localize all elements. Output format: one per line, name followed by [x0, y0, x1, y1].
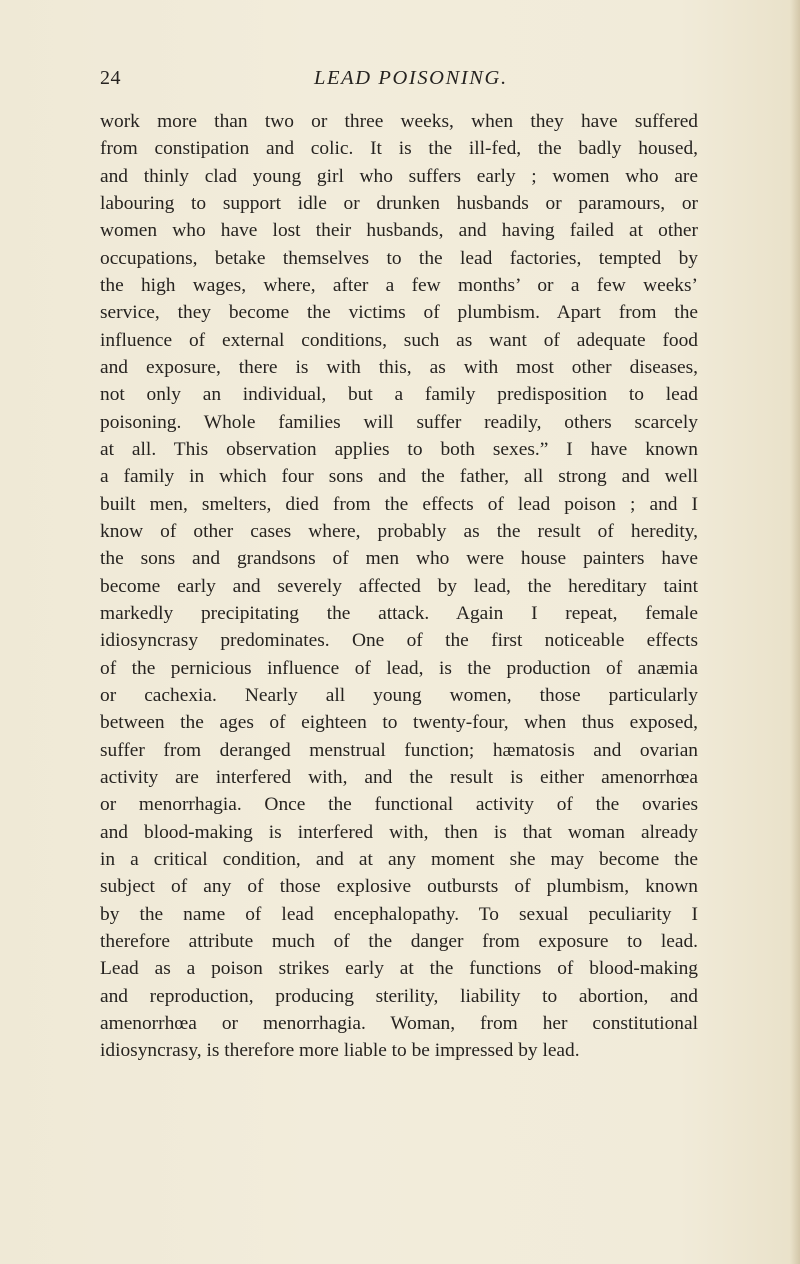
text-line: influence of external conditions, such as want of adequate food [100, 329, 698, 351]
text-line: subject of any of those explosive outbursts of plumbism, known [100, 876, 698, 898]
text-line: the sons and grandsons of men who were house painters have [100, 548, 698, 570]
text-line: not only an individual, but a family predisposition to lead [100, 384, 698, 406]
text-line: from constipation and colic. It is the ill-fed, the badly housed, [100, 138, 698, 160]
text-line: at all. This observation applies to both sexes.” I have known [100, 438, 698, 460]
text-line: and reproduction, producing sterility, liability to abortion, and [100, 985, 698, 1007]
text-line: and thinly clad young girl who suffers early ; women who are [100, 165, 698, 187]
text-line: work more than two or three weeks, when they have suffered [100, 111, 698, 132]
page-edge-shadow [790, 0, 800, 1264]
text-line: in a critical condition, and at any moment she may become the [100, 848, 698, 870]
text-line: and exposure, there is with this, as with most other diseases, [100, 356, 698, 378]
text-line: markedly precipitating the attack. Again I repeat, female [100, 602, 698, 624]
text-line: of the pernicious influence of lead, is the production of anæmia [100, 657, 698, 679]
text-line: activity are interfered with, and the result is either amenorrhœa [100, 766, 698, 788]
text-line: suffer from deranged menstrual function; hæmatosis and ovarian [100, 739, 698, 761]
text-line: labouring to support idle or drunken husbands or paramours, or [100, 192, 698, 214]
running-head: LEAD POISONING. [314, 67, 508, 89]
text-line: the high wages, where, after a few months’ or a few weeks’ [100, 274, 698, 296]
text-line: occupations, betake themselves to the lead factories, tempted by [100, 247, 698, 269]
text-line: between the ages of eighteen to twenty-four, when thus exposed, [100, 712, 698, 734]
body-paragraph [100, 108, 698, 1064]
text-line: a family in which four sons and the father, all strong and well [100, 466, 698, 488]
text-line: know of other cases where, probably as the result of heredity, [100, 520, 698, 542]
text-line: therefore attribute much of the danger from exposure to lead. [100, 930, 698, 952]
text-line: idiosyncrasy predominates. One of the first noticeable effects [100, 630, 698, 652]
text-line: poisoning. Whole families will suffer readily, others scarcely [100, 411, 698, 433]
text-line: idiosyncrasy, is therefore more liable to be impressed by lead. [100, 1040, 580, 1062]
text-line: Lead as a poison strikes early at the functions of blood-making [100, 958, 698, 980]
text-line: women who have lost their husbands, and having failed at other [100, 220, 698, 242]
text-line: by the name of lead encephalopathy. To sexual peculiarity I [100, 903, 698, 925]
text-line: service, they become the victims of plumbism. Apart from the [100, 302, 698, 324]
page-header [100, 63, 700, 93]
text-line: and blood-making is interfered with, then is that woman already [100, 821, 698, 843]
text-line: or menorrhagia. Once the functional activity of the ovaries [100, 794, 698, 816]
page-number: 24 [100, 67, 121, 89]
text-line: built men, smelters, died from the effects of lead poison ; and I [100, 493, 698, 515]
text-line: or cachexia. Nearly all young women, those particularly [100, 684, 698, 706]
text-line: become early and severely affected by lead, the hereditary taint [100, 575, 698, 597]
text-line: amenorrhœa or menorrhagia. Woman, from her constitutional [100, 1012, 698, 1034]
